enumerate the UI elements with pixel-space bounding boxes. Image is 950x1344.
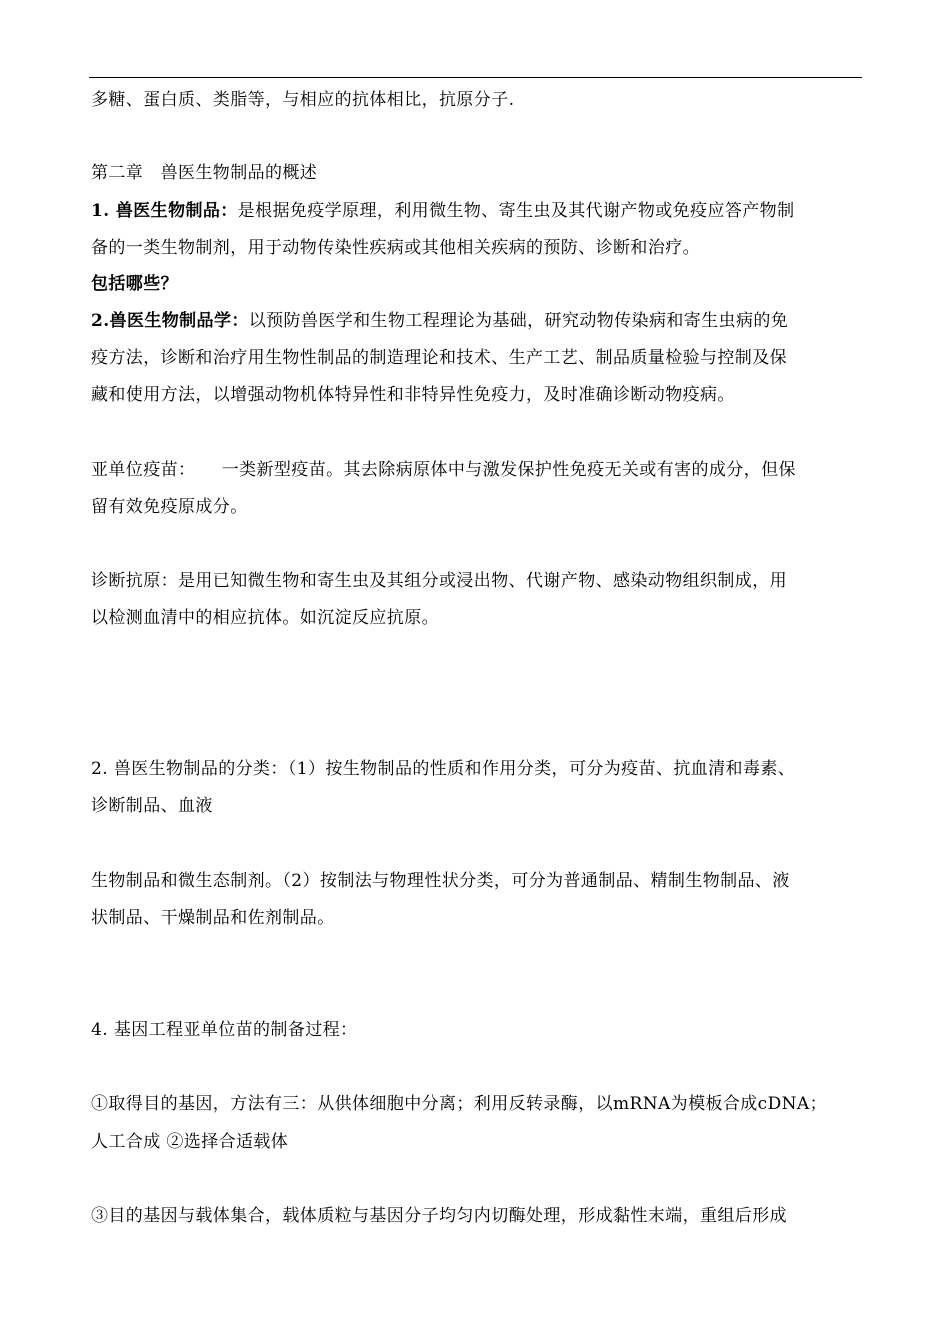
section-heading: 4. 基因工程亚单位苗的制备过程： (91, 1020, 358, 1040)
definition-text: 是根据免疫学原理，利用微生物、寄生虫及其代谢产物或免疫应答产物制 (237, 201, 795, 221)
question-heading: 包括哪些？ (91, 274, 178, 294)
text-line: 以检测血清中的相应抗体。如沉淀反应抗原。 (91, 608, 439, 628)
text-line: 备的一类生物制剂，用于动物传染性疾病或其他相关疾病的预防、诊断和治疗。 (91, 238, 700, 258)
text-line: 状制品、干燥制品和佐剂制品。 (91, 908, 335, 928)
header-rule (89, 77, 862, 78)
term-vet-bio-science: 2.兽医生物制品学： (91, 311, 249, 331)
definition-line (91, 309, 788, 333)
text-line: 疫方法，诊断和治疗用生物性制品的制造理论和技术、生产工艺、制品质量检验与控制及保 (91, 348, 787, 368)
term-vet-bio-products: 1. 兽医生物制品： (91, 201, 238, 221)
text-line: 诊断抗原：是用已知微生物和寄生虫及其组分或浸出物、代谢产物、感染动物组织制成，用 (91, 571, 787, 591)
chapter-heading: 第二章 兽医生物制品的概述 (91, 163, 318, 183)
text-line: 诊断制品、血液 (91, 796, 213, 816)
text-line: 人工合成 ②选择合适载体 (91, 1132, 289, 1152)
text-line: ③目的基因与载体集合，载体质粒与基因分子均匀内切酶处理，形成黏性末端，重组后形成 (91, 1206, 787, 1226)
text-line: 2. 兽医生物制品的分类：（1）按生物制品的性质和作用分类，可分为疫苗、抗血清和毒素、 (91, 759, 796, 779)
text-line: 留有效免疫原成分。 (91, 497, 248, 517)
text-line: ①取得目的基因，方法有三：从供体细胞中分离；利用反转录酶，以mRNA为模板合成cDNA； (91, 1094, 827, 1114)
text-line: 生物制品和微生态制剂。（2）按制法与物理性状分类，可分为普通制品、精制生物制品、液 (91, 871, 790, 891)
text-line: 亚单位疫苗： 一类新型疫苗。其去除病原体中与激发保护性免疫无关或有害的成分，但保 (91, 460, 796, 480)
definition-line (91, 199, 794, 223)
text-line: 藏和使用方法，以增强动物机体特异性和非特异性免疫力，及时准确诊断动物疫病。 (91, 385, 735, 405)
definition-text: 以预防兽医学和生物工程理论为基础，研究动物传染病和寄生虫病的免 (248, 311, 789, 331)
text-line: 多糖、蛋白质、类脂等，与相应的抗体相比，抗原分子. (91, 90, 515, 110)
